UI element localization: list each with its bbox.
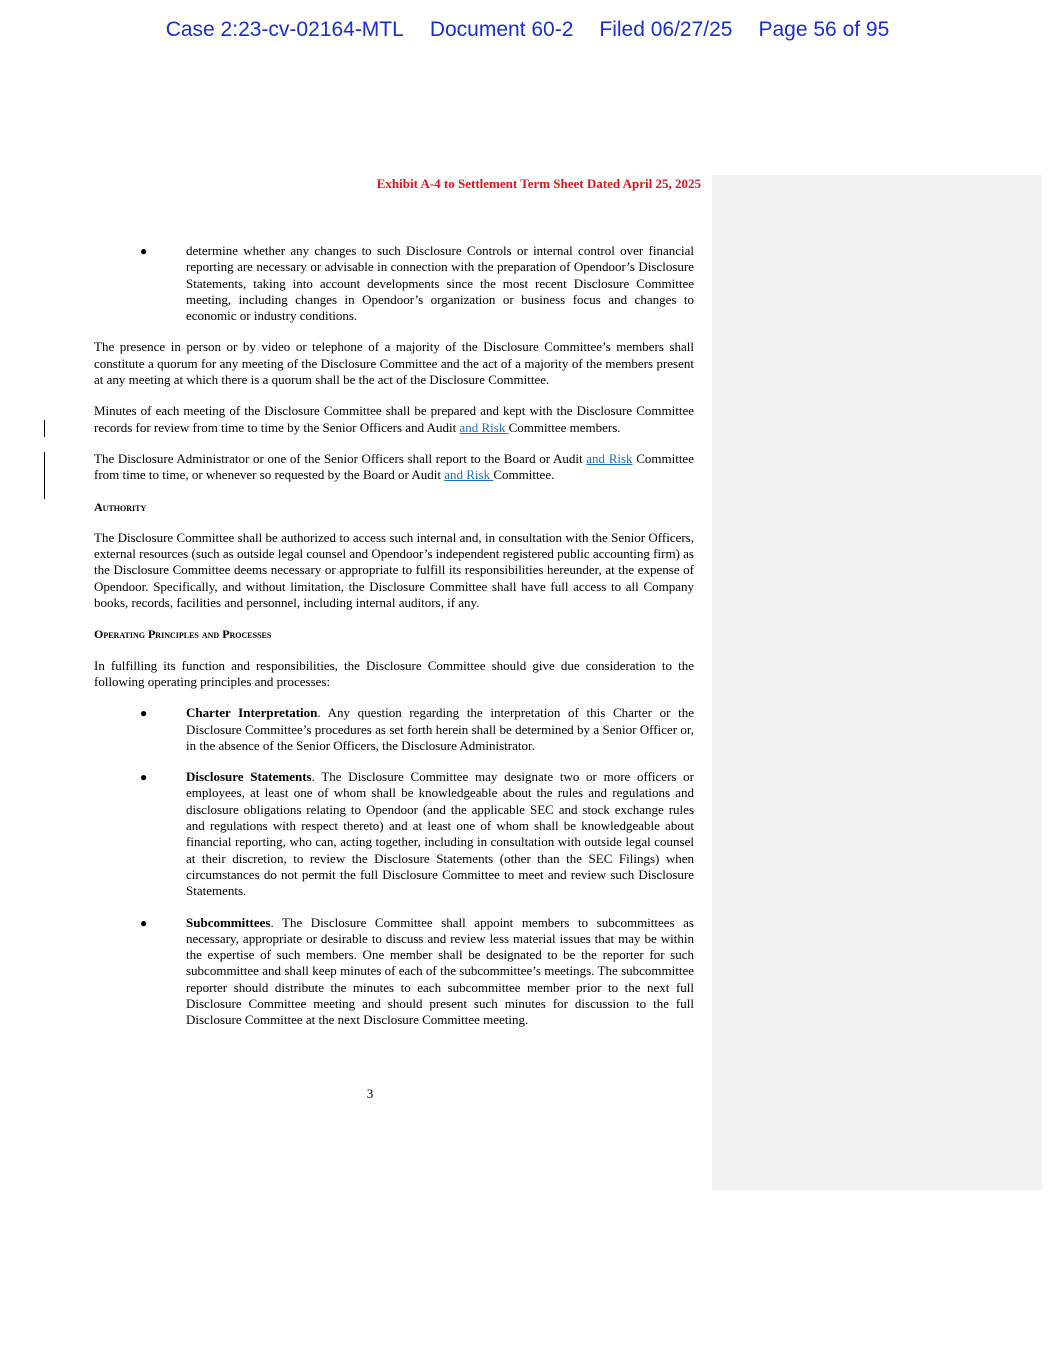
list-item: [94, 705, 694, 754]
list-item-title: Subcommittees: [186, 914, 271, 930]
filed-date: Filed 06/27/25: [599, 18, 733, 41]
document-number: Document 60-2: [429, 18, 574, 41]
paragraph-quorum: The presence in person or by video or telephone of a majority of the Disclosure Committee’s members shall constitute a quorum for any meeting of the Disclosure Committee and the act of a majority of the members present at any meeting at which there is a quorum shall be the act of the Disclosure Committee.: [94, 339, 694, 388]
page-count: Page 56 of 95: [758, 18, 890, 41]
list-item: [94, 769, 694, 899]
paragraph-minutes: Minutes of each meeting of the Disclosure Committee shall be prepared and kept with the Disclosure Committee records for review from time to time by the Senior Officers and Audit and Risk Committee members.: [94, 403, 694, 435]
case-number: Case 2:23-cv-02164-MTL: [165, 18, 404, 41]
document-body: [94, 243, 694, 1044]
list-item-text: . Any question regarding the interpretation of this Charter or the Disclosure Committee’s procedures as set forth herein shall be determined by a Senior Officer or, in the absence of the Senior Officers, the Disclosure Administrator.: [186, 705, 695, 753]
inserted-text-link[interactable]: and Risk: [586, 450, 633, 466]
list-item-text: . The Disclosure Committee shall appoint members to subcommittees as necessary, appropriate or desirable to discuss and review less material issues that may be within the expertise of such members. One member shall be designated to be the reporter for such subcommittee and shall keep minutes of each of the subcommittee’s meetings. The subcommittee reporter should distribute the minutes to each subcommittee member prior to the next full Disclosure Committee meeting and should present such minutes for discussion to the full Disclosure Committee at the next Disclosure Committee meeting.: [186, 914, 694, 1028]
page-number: 3: [366, 1086, 374, 1101]
list-item-title: Charter Interpretation: [186, 705, 318, 721]
exhibit-title: Exhibit A-4 to Settlement Term Sheet Dated April 25, 2025: [376, 176, 701, 191]
inserted-text-link[interactable]: and Risk: [459, 419, 509, 435]
paragraph-authority: The Disclosure Committee shall be authorized to access such internal and, in consultation with the Senior Officers, external resources (such as outside legal counsel and Opendoor’s independent registered public accounting firm) as the Disclosure Committee deems necessary or appropriate to fulfill its responsibilities hereunder, at the expense of Opendoor. Specifically, and without limitation, the Disclosure Committee shall have full access to all Company books, records, facilities and personnel, including internal auditors, if any.: [94, 529, 694, 611]
list-item: [94, 915, 694, 1029]
bullet-icon: ●: [140, 244, 148, 258]
bullet-icon: ●: [140, 706, 148, 721]
section-heading-operating: Operating Principles and Processes: [94, 627, 272, 642]
bullet-icon: ●: [140, 915, 148, 930]
revision-bar: [44, 420, 45, 437]
list-item-text: determine whether any changes to such Disclosure Controls or internal control over financial reporting are necessary or advisable in connection with the preparation of Opendoor’s Disclosure Statements, taking into account developments since the most recent Disclosure Committee meeting, including changes in Opendoor’s organization or business focus and changes to economic or industry conditions.: [186, 243, 694, 324]
list-item-text: . The Disclosure Committee may designate two or more officers or employees, at least one of whom shall be knowledgeable about the rules and regulations and disclosure obligations relating to Opendoor (and the applicable SEC and stock exchange rules and regulations with respect thereto) and at least one of whom shall be knowledgeable about financial reporting, who can, acting together, including in consultation with outside legal counsel at their discretion, to review the Disclosure Statements (other than the SEC Filings) when circumstances do not permit the full Disclosure Committee to meet and review such Disclosure Statements.: [186, 769, 694, 899]
bullet-icon: ●: [140, 770, 148, 785]
paragraph-operating: In fulfilling its function and responsibilities, the Disclosure Committee should give due consideration to the following operating principles and processes:: [94, 657, 694, 689]
section-heading-authority: Authority: [94, 499, 147, 514]
revision-bar: [44, 452, 45, 499]
comment-margin-panel: [712, 175, 1042, 1190]
court-filing-header: [0, 18, 1055, 42]
inserted-text-link[interactable]: and Risk: [444, 467, 494, 483]
list-item: [94, 243, 694, 324]
list-item-title: Disclosure Statements: [186, 769, 312, 785]
paragraph-report: The Disclosure Administrator or one of the Senior Officers shall report to the Board or Audit and Risk Committee from time to time, or whenever so requested by the Board or Audit and Risk Committee.: [94, 450, 694, 483]
